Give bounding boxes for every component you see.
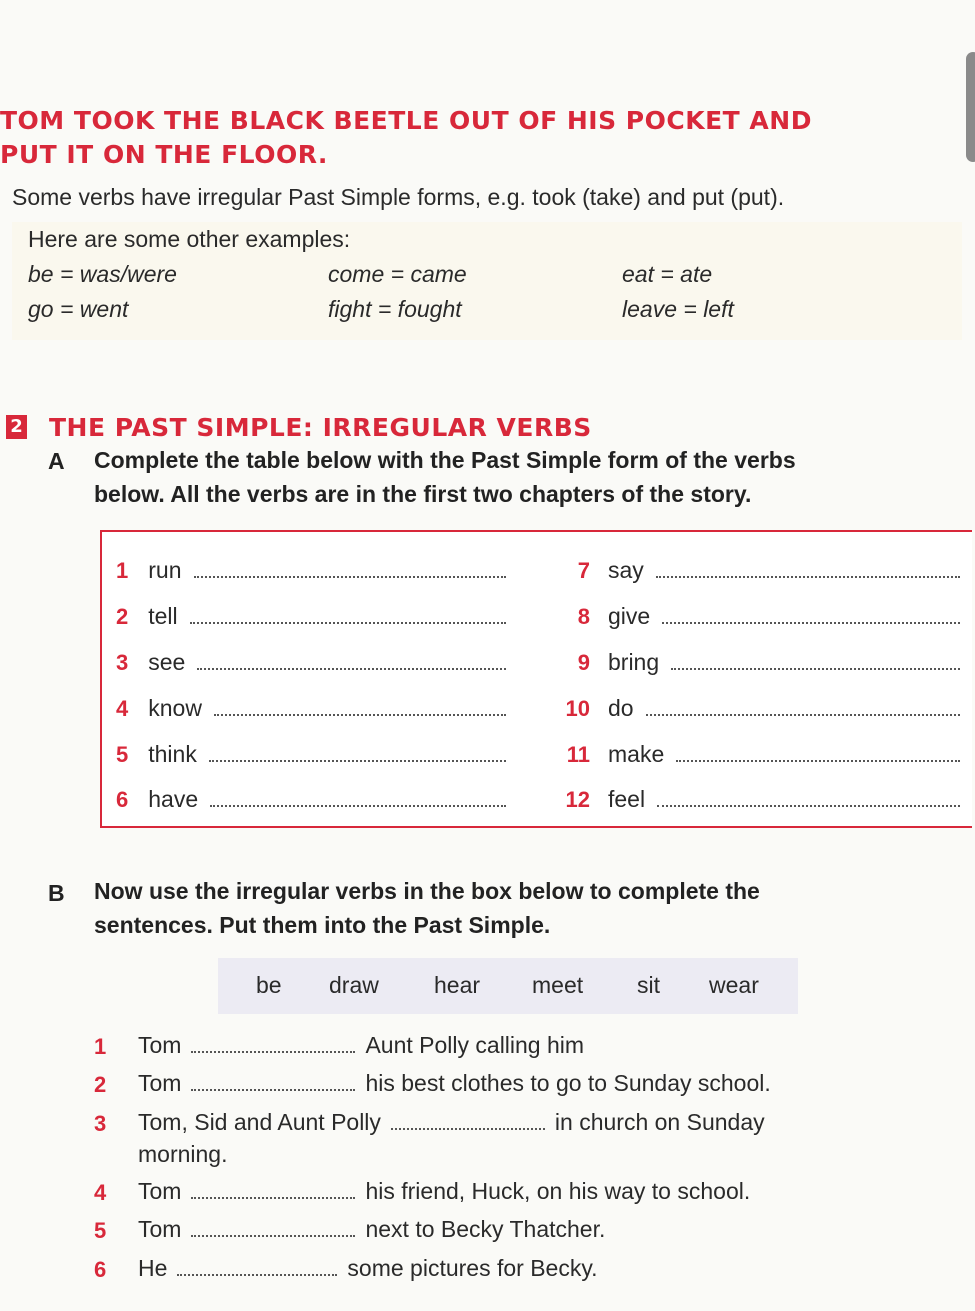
box-word: sit (637, 972, 660, 998)
sentence-number: 1 (94, 1034, 107, 1059)
sentence-1 (138, 1032, 584, 1059)
verb-row-7 (558, 556, 960, 586)
answer-blank[interactable] (662, 602, 960, 624)
headline-line-1: TOM TOOK THE BLACK BEETLE OUT OF HIS POCKET AND (0, 106, 812, 135)
task-b-line-2: sentences. Put them into the Past Simple. (94, 912, 551, 938)
verb-row-8 (558, 602, 960, 632)
headline (0, 104, 940, 172)
verb-word: feel (608, 786, 646, 812)
box-word: draw (329, 972, 379, 998)
task-a-letter: A (48, 448, 65, 474)
verb-word: say (608, 557, 644, 583)
box-word: be (256, 972, 282, 998)
task-b-instructions (94, 874, 760, 942)
verb-number: 8 (577, 604, 590, 629)
answer-blank[interactable] (191, 1179, 355, 1199)
answer-blank[interactable] (190, 602, 506, 624)
verb-word: make (608, 741, 665, 767)
verb-number: 11 (566, 742, 590, 767)
verb-number: 10 (565, 696, 590, 721)
answer-blank[interactable] (214, 694, 506, 716)
verb-word: do (608, 695, 634, 721)
example-come: come = came (328, 261, 467, 287)
example-be: be = was/were (28, 261, 177, 287)
sentence-start: Tom (138, 1070, 182, 1096)
sentence-start: Tom (138, 1216, 182, 1242)
task-b-letter: B (48, 880, 65, 906)
sentence-end: in church on Sunday (554, 1109, 765, 1135)
verb-row-11 (558, 740, 960, 770)
headline-line-2: PUT IT ON THE FLOOR. (0, 140, 328, 169)
answer-blank[interactable] (197, 648, 506, 670)
verb-number: 6 (116, 787, 129, 812)
verb-row-1 (116, 556, 506, 586)
verb-number: 7 (577, 558, 590, 583)
box-word: wear (709, 972, 759, 998)
sentence-start: Tom (138, 1032, 182, 1058)
verb-row-5 (116, 740, 506, 770)
answer-blank[interactable] (191, 1071, 355, 1091)
sentence-3-continuation (138, 1141, 227, 1168)
sentence-start: He (138, 1255, 168, 1281)
verb-word: see (148, 649, 186, 675)
sentence-4 (138, 1178, 750, 1205)
answer-blank[interactable] (177, 1256, 337, 1276)
verb-table (100, 530, 972, 828)
verb-number: 1 (116, 558, 129, 583)
example-eat: eat = ate (622, 261, 713, 287)
task-a-line-1: Complete the table below with the Past Simple form of the verbs (94, 447, 796, 473)
sentence-number: 2 (94, 1072, 107, 1097)
answer-blank[interactable] (194, 556, 507, 578)
verb-number: 3 (116, 650, 129, 675)
sentence-3 (138, 1109, 765, 1136)
example-leave: leave = left (622, 296, 734, 322)
sentence-end: his best clothes to go to Sunday school. (365, 1070, 771, 1096)
verb-number: 12 (565, 787, 590, 812)
sentence-number: 4 (94, 1180, 107, 1205)
sentence-start: Tom (138, 1178, 182, 1204)
sentence-end: his friend, Huck, on his way to school. (365, 1178, 751, 1204)
answer-blank[interactable] (671, 648, 960, 670)
answer-blank[interactable] (210, 785, 506, 807)
verb-word: have (148, 786, 199, 812)
sentence-start: Tom, Sid and Aunt Polly (138, 1109, 381, 1135)
verb-row-12 (558, 785, 960, 815)
answer-blank[interactable] (646, 694, 960, 716)
example-go: go = went (28, 296, 129, 322)
verb-number: 5 (116, 742, 129, 767)
answer-blank[interactable] (209, 740, 506, 762)
answer-blank[interactable] (191, 1217, 355, 1237)
box-word: meet (532, 972, 584, 998)
sentence-5 (138, 1216, 605, 1243)
sentence-end: Aunt Polly calling him (365, 1032, 585, 1058)
section-title: THE PAST SIMPLE: IRREGULAR VERBS (49, 412, 592, 442)
answer-blank[interactable] (191, 1033, 355, 1053)
sentence-2 (138, 1070, 771, 1097)
verb-word: give (608, 603, 651, 629)
verb-number: 9 (577, 650, 590, 675)
verb-row-6 (116, 785, 506, 815)
sentence-number: 6 (94, 1257, 107, 1282)
sentence-6 (138, 1255, 598, 1282)
sentence-end: some pictures for Becky. (347, 1255, 598, 1281)
sentence-number: 3 (94, 1111, 107, 1136)
section-number: 2 (6, 415, 27, 439)
verb-number: 4 (116, 696, 129, 721)
answer-blank[interactable] (676, 740, 960, 762)
grammar-intro: Some verbs have irregular Past Simple forms, e.g. took (take) and put (put). (12, 184, 785, 210)
sentence-end: next to Becky Thatcher. (365, 1216, 606, 1242)
verb-number: 2 (116, 604, 129, 629)
page-edge-tab (966, 52, 975, 162)
verb-row-2 (116, 602, 506, 632)
examples-label: Here are some other examples: (28, 226, 351, 252)
verb-row-10 (558, 694, 960, 724)
answer-blank[interactable] (391, 1110, 545, 1130)
task-a-line-2: below. All the verbs are in the first two chapters of the story. (94, 481, 752, 507)
task-b-line-1: Now use the irregular verbs in the box below to complete the (94, 878, 760, 904)
example-fight: fight = fought (328, 296, 462, 322)
verb-word: run (148, 557, 182, 583)
sentence-continuation: morning. (138, 1141, 228, 1167)
verb-row-3 (116, 648, 506, 678)
verb-word: think (148, 741, 197, 767)
section-heading (6, 410, 592, 444)
verb-word: bring (608, 649, 660, 675)
verb-row-9 (558, 648, 960, 678)
sentence-number: 5 (94, 1218, 107, 1243)
answer-blank[interactable] (657, 785, 960, 807)
verb-word: tell (148, 603, 178, 629)
task-a-instructions (94, 443, 796, 511)
verb-row-4 (116, 694, 506, 724)
answer-blank[interactable] (656, 556, 960, 578)
verb-word: know (148, 695, 202, 721)
box-word: hear (434, 972, 481, 998)
